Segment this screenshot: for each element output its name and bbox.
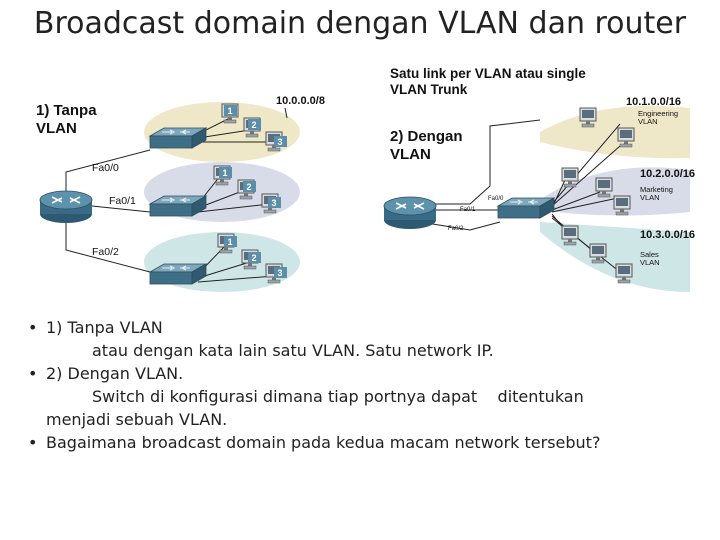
note-heading: 1) Tanpa VLAN: [46, 318, 163, 337]
marketing-vlan-name: Marketing VLAN: [640, 185, 673, 202]
pc-icon: [590, 244, 606, 263]
note-item: [28, 362, 708, 431]
left-diagram-label: 1) Tanpa VLAN: [36, 102, 97, 137]
host-number: 1: [222, 168, 228, 178]
host-number: 3: [277, 137, 283, 147]
port-label: Fa0/2: [448, 226, 464, 232]
host-number: 1: [227, 237, 233, 247]
host-number: 3: [271, 198, 277, 208]
router-left-icon: [40, 191, 92, 223]
host-number: 3: [277, 268, 283, 278]
sales-vlan-network: 10.3.0.0/16: [640, 229, 696, 241]
bullet: •: [28, 433, 38, 452]
note-detail: atau dengan kata lain satu VLAN. Satu network IP.: [92, 341, 494, 360]
note-heading: Bagaimana broadcast domain pada kedua macam network tersebut?: [46, 433, 601, 452]
note-item: [28, 431, 708, 454]
pc-icon: [618, 128, 634, 147]
note-item: [28, 316, 708, 362]
host-number: 2: [251, 120, 257, 130]
engineering-vlan-name: Engineering VLAN: [638, 109, 679, 126]
note-detail: menjadi sebuah VLAN.: [46, 410, 228, 429]
port-label: Fa0/1: [109, 195, 136, 207]
switch-left-2-icon: [150, 196, 206, 216]
pc-icon: [562, 168, 578, 187]
note-heading: 2) Dengan VLAN.: [46, 364, 184, 383]
trunk-note: Satu link per VLAN atau single VLAN Trunk: [390, 66, 586, 97]
host-number: 1: [227, 106, 233, 116]
right-diagram-label: 2) Dengan VLAN: [390, 128, 463, 163]
switch-left-1-icon: [150, 128, 206, 148]
bullet: •: [28, 364, 38, 383]
engineering-vlan-network: 10.1.0.0/16: [626, 96, 682, 108]
bullet: •: [28, 318, 38, 337]
host-number: 2: [246, 182, 252, 192]
pc-icon: [614, 196, 630, 215]
port-label: Fa0/0: [92, 162, 119, 174]
sales-vlan-name: Sales VLAN: [640, 250, 660, 267]
port-label: Fa0/0: [488, 196, 504, 202]
port-label: Fa0/1: [460, 207, 476, 213]
switch-left-3-icon: [150, 264, 206, 284]
router-right-icon: [384, 197, 436, 229]
pc-icon: [580, 108, 596, 127]
page-title: Broadcast domain dengan VLAN dan router: [33, 6, 687, 41]
marketing-vlan-network: 10.2.0.0/16: [640, 168, 696, 180]
left-network-address: 10.0.0.0/8: [276, 95, 325, 107]
notes-list: [28, 316, 708, 454]
pc-icon: [596, 178, 612, 197]
pc-icon: [616, 264, 632, 283]
host-number: 2: [251, 253, 257, 263]
switch-right-icon: [498, 198, 554, 218]
port-label: Fa0/2: [92, 246, 119, 258]
pc-icon: [562, 226, 578, 245]
note-detail: Switch di konfigurasi dimana tiap portnya dapat ditentukan: [92, 387, 584, 406]
